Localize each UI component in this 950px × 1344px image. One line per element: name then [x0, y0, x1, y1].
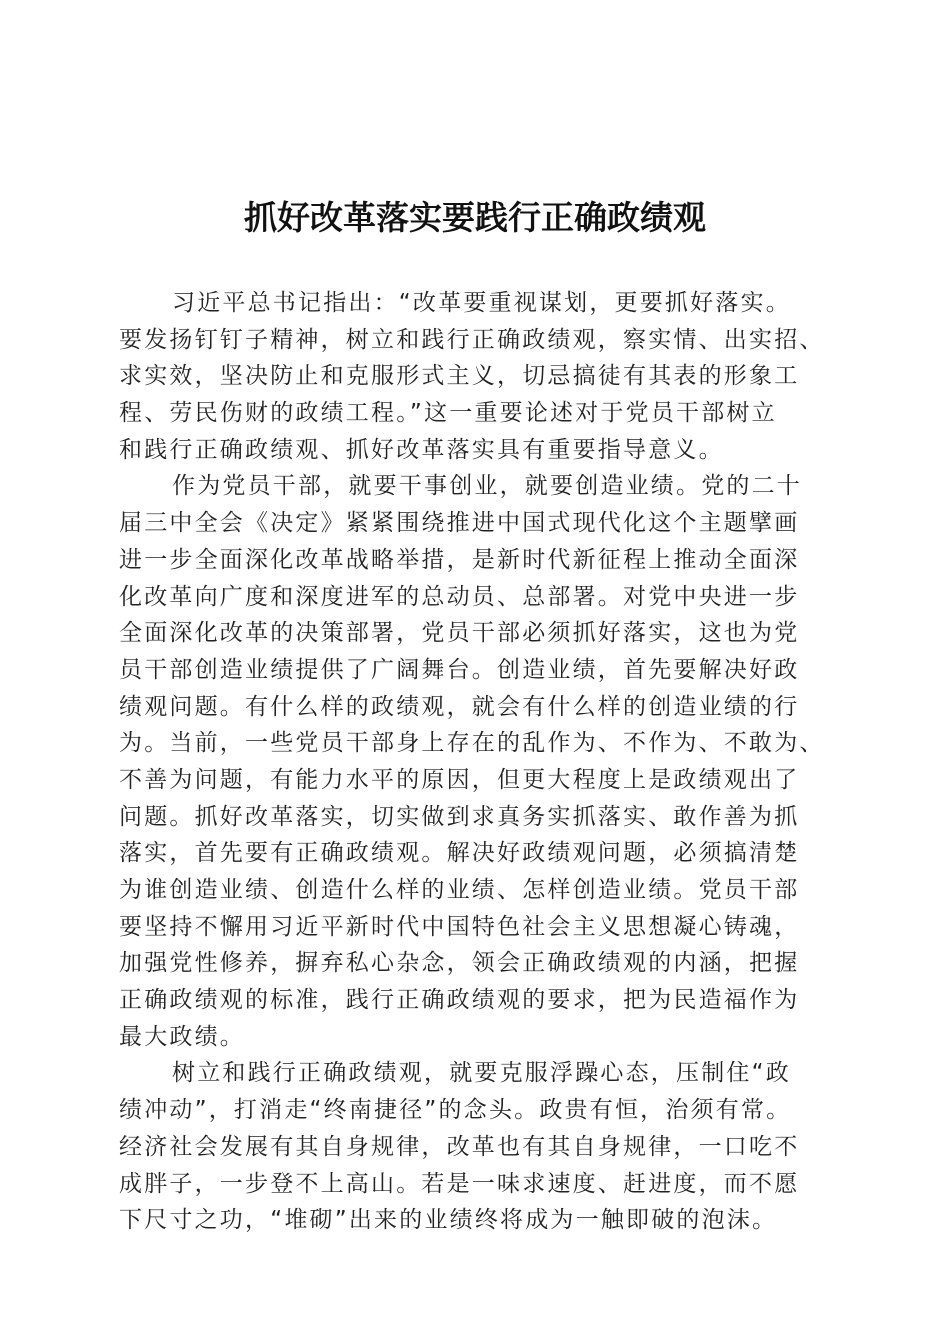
- text-line: 绩冲动”，打消走“终南捷径”的念头。政贵有恒，治须有常。: [119, 1097, 792, 1124]
- text-line: 习近平总书记指出：“改革要重视谋划，更要抓好落实。: [172, 290, 791, 316]
- text-line: 成胖子，一步登不上高山。若是一味求速度、赶进度，而不愿: [119, 1170, 800, 1197]
- text-line: 树立和践行正确政绩观，就要克服浮躁心态，压制住“政: [172, 1060, 791, 1087]
- text-line: 绩观问题。有什么样的政绩观，就会有什么样的创造业绩的行: [119, 693, 800, 720]
- text-line: 最大政绩。: [119, 1023, 245, 1050]
- text-line: 化改革向广度和深度进军的总动员、总部署。对党中央进一步: [119, 583, 800, 610]
- text-line: 求实效，坚决防止和克服形式主义，切忌搞徒有其表的形象工: [119, 363, 800, 390]
- text-line: 和践行正确政绩观、抓好改革落实具有重要指导意义。: [119, 436, 724, 463]
- document-title: 抓好改革落实要践行正确政绩观: [244, 198, 706, 237]
- text-line: 正确政绩观的标准，践行正确政绩观的要求，把为民造福作为: [119, 987, 800, 1014]
- text-line: 经济社会发展有其自身规律，改革也有其自身规律，一口吃不: [119, 1133, 800, 1160]
- text-line: 进一步全面深化改革战略举措，是新时代新征程上推动全面深: [119, 546, 800, 573]
- text-line: 落实，首先要有正确政绩观。解决好政绩观问题，必须搞清楚: [119, 840, 800, 867]
- text-line: 要发扬钉钉子精神，树立和践行正确政绩观，察实情、出实招、: [119, 326, 825, 353]
- paragraph-3: [119, 1055, 839, 1238]
- text-line: 全面深化改革的决策部署，党员干部必须抓好落实，这也为党: [119, 620, 800, 647]
- paragraph-2: [119, 468, 839, 1055]
- document-body: [119, 285, 839, 1239]
- text-line: 不善为问题，有能力水平的原因，但更大程度上是政绩观出了: [119, 766, 800, 793]
- text-line: 问题。抓好改革落实，切实做到求真务实抓落实、敢作善为抓: [119, 803, 800, 830]
- text-line: 加强党性修养，摒弃私心杂念，领会正确政绩观的内涵，把握: [119, 950, 800, 977]
- text-line: 员干部创造业绩提供了广阔舞台。创造业绩，首先要解决好政: [119, 656, 800, 683]
- text-line: 届三中全会《决定》紧紧围绕推进中国式现代化这个主题擘画: [119, 510, 800, 537]
- text-line: 要坚持不懈用习近平新时代中国特色社会主义思想凝心铸魂，: [119, 913, 800, 940]
- text-line: 为谁创造业绩、创造什么样的业绩、怎样创造业绩。党员干部: [119, 877, 800, 903]
- text-line: 下尺寸之功，“堆砌”出来的业绩终将成为一触即破的泡沫。: [119, 1207, 778, 1234]
- text-line: 作为党员干部，就要干事创业，就要创造业绩。党的二十: [172, 473, 802, 500]
- text-line: 程、劳民伤财的政绩工程。”这一重要论述对于党员干部树立: [119, 400, 777, 427]
- text-line: 为。当前，一些党员干部身上存在的乱作为、不作为、不敢为、: [119, 730, 825, 757]
- paragraph-1: [119, 285, 839, 468]
